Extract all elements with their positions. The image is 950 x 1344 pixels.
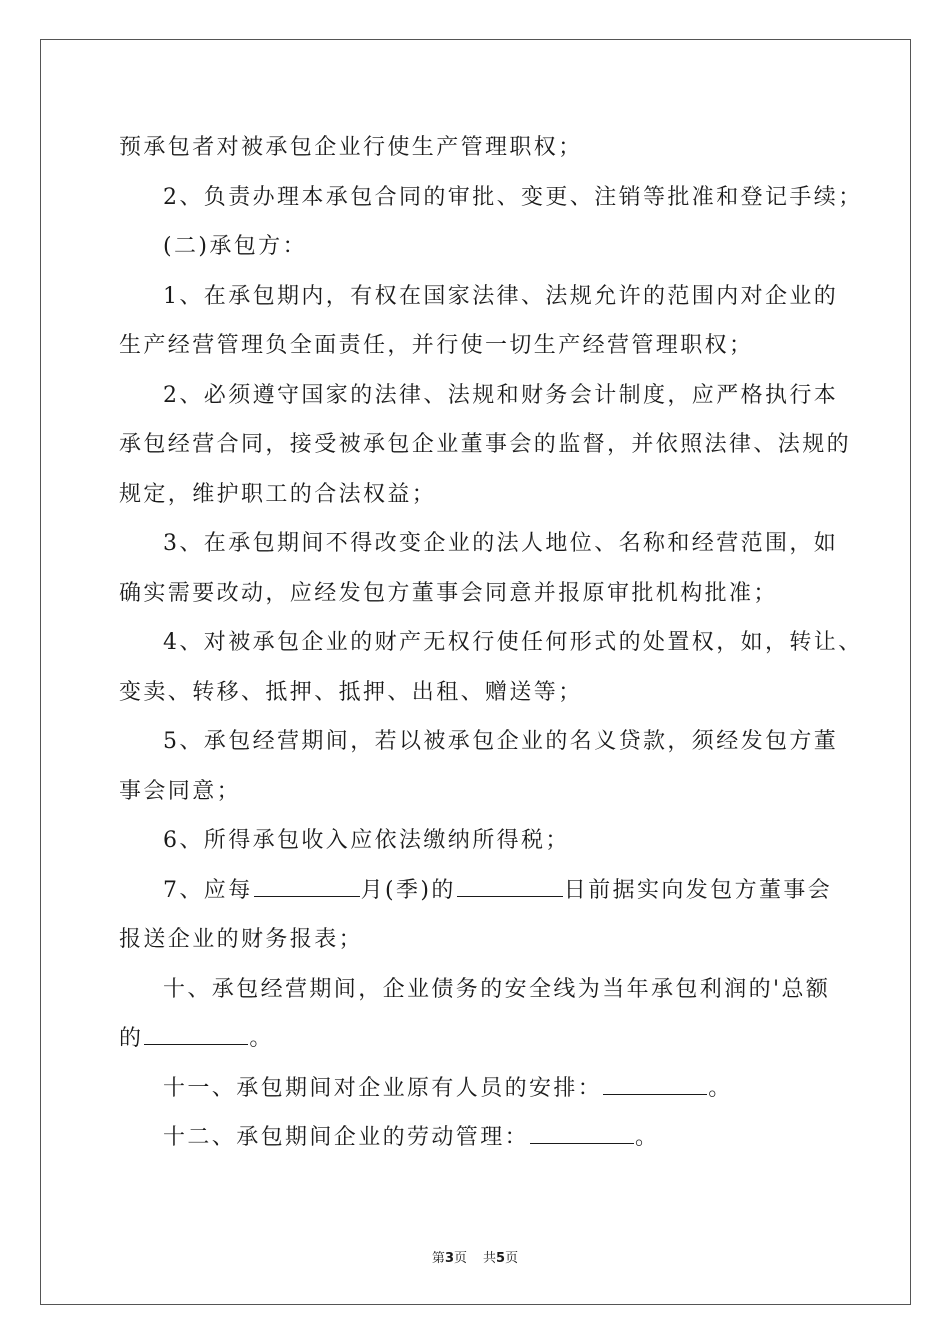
text-line: 承包经营合同，接受被承包企业董事会的监督，并依照法律、法规的 <box>119 432 852 457</box>
page-footer <box>0 1247 950 1266</box>
text-segment: 。 <box>635 1125 660 1150</box>
text-line: 报送企业的财务报表； <box>119 927 364 952</box>
text-segment: 月(季)的 <box>360 877 456 903</box>
text-line: 3、在承包期间不得改变企业的法人地位、名称和经营范围，如 <box>163 531 839 556</box>
text-line-with-blanks <box>119 870 839 920</box>
total-prefix: 共 <box>483 1251 497 1266</box>
text-line: 2、必须遵守国家的法律、法规和财务会计制度，应严格执行本 <box>163 382 839 408</box>
text-line: 十、承包经营期间，企业债务的安全线为当年承包利润的'总额 <box>163 976 831 1002</box>
text-segment: 十一、承包期间对企业原有人员的安排： <box>163 1075 603 1101</box>
fill-in-blank <box>530 1121 634 1144</box>
text-line: 规定，维护职工的合法权益； <box>119 481 437 507</box>
fill-in-blank <box>603 1072 707 1095</box>
text-segment: 。 <box>708 1075 733 1101</box>
text-line: 确实需要改动，应经发包方董事会同意并报原审批机构批准； <box>119 580 778 606</box>
text-line: 生产经营管理负全面责任，并行使一切生产经营管理职权； <box>119 333 754 358</box>
text-line-with-blanks <box>119 1068 839 1118</box>
text-line: 6、所得承包收入应依法缴纳所得税； <box>163 828 570 853</box>
fill-in-blank <box>457 874 563 897</box>
fill-in-blank <box>254 874 360 897</box>
total-suffix: 页 <box>505 1251 519 1266</box>
text-line: 5、承包经营期间，若以被承包企业的名义贷款，须经发包方董 <box>163 729 839 754</box>
page-suffix: 页 <box>453 1251 467 1266</box>
text-line: 事会同意； <box>119 778 242 804</box>
text-line: 预承包者对被承包企业行使生产管理职权； <box>119 135 583 160</box>
text-line-with-blanks <box>119 1018 839 1068</box>
text-segment: 日前据实向发包方董事会 <box>563 877 833 903</box>
text-segment: 。 <box>249 1026 274 1051</box>
text-segment: 的 <box>119 1026 144 1051</box>
page-number: 3 <box>444 1251 454 1266</box>
text-line: 变卖、转移、抵押、抵押、出租、赠送等； <box>119 679 583 705</box>
document-body <box>119 127 863 1167</box>
text-line: 1、在承包期内，有权在国家法律、法规允许的范围内对企业的 <box>163 283 839 309</box>
text-segment: 7、应每 <box>163 877 253 903</box>
text-line-with-blanks <box>119 1117 839 1167</box>
text-line: 2、负责办理本承包合同的审批、变更、注销等批准和登记手续； <box>163 184 863 210</box>
section-heading: (二)承包方： <box>163 234 307 259</box>
text-line: 4、对被承包企业的财产无权行使任何形式的处置权，如，转让、 <box>163 630 863 655</box>
page-prefix: 第 <box>431 1251 445 1266</box>
text-segment: 十二、承包期间企业的劳动管理： <box>163 1125 530 1150</box>
fill-in-blank <box>144 1022 248 1045</box>
total-pages: 5 <box>496 1251 506 1266</box>
